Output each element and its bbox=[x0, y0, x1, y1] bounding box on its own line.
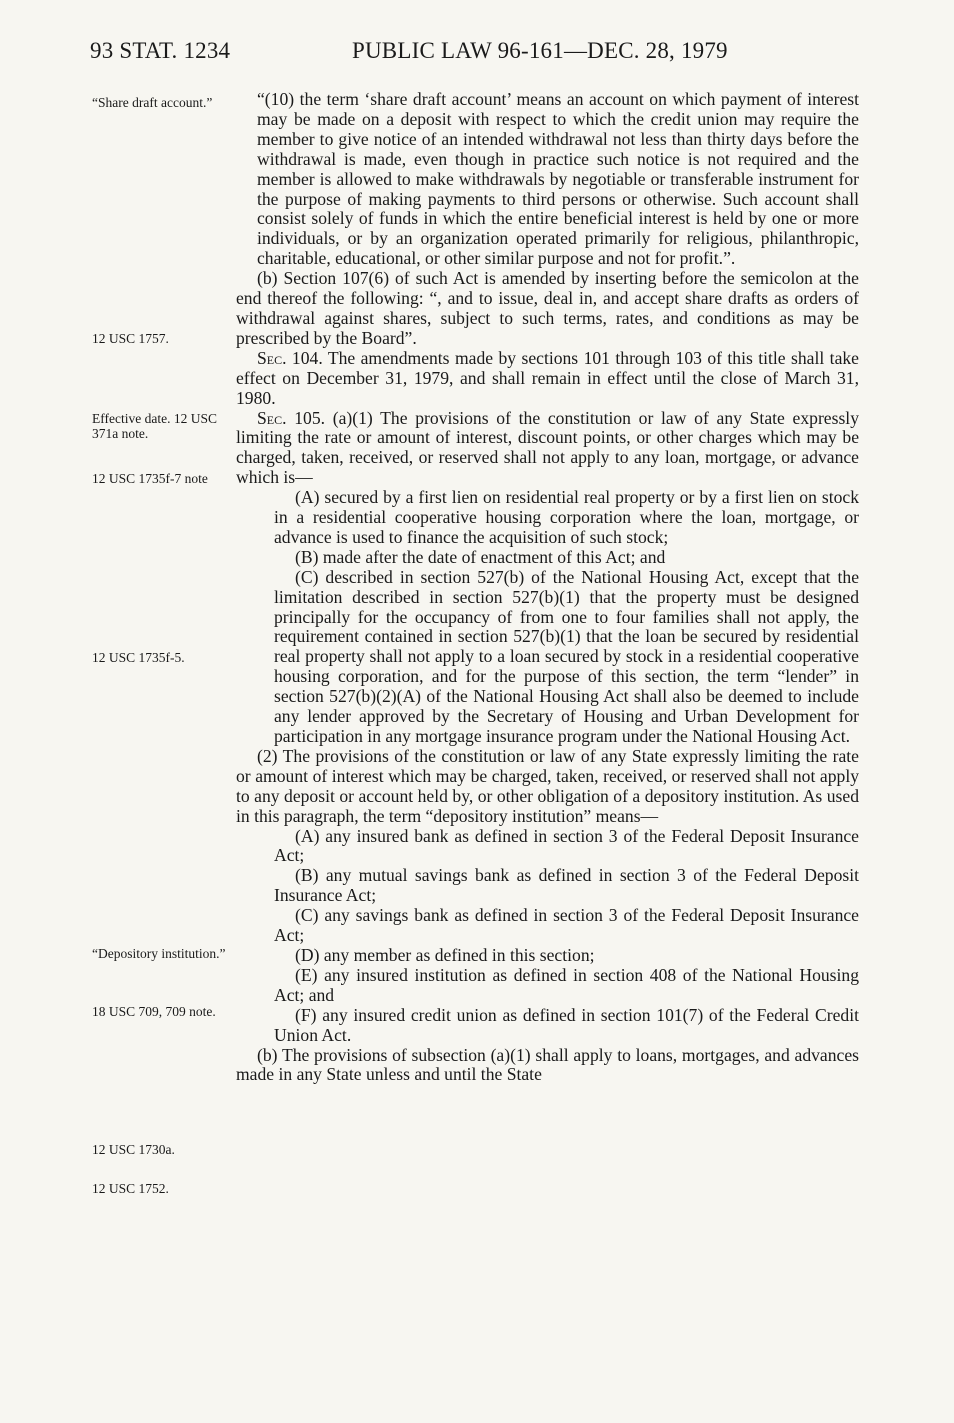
paragraph-section-107: (b) Section 107(6) of such Act is amended by inserting before the semicolon at the end thereof the following: “, and to issue, deal in, and accept share drafts as orders of withdrawal against shares, subject to such terms, rates, and conditions as may be prescribed by the Board”. bbox=[236, 268, 859, 348]
paragraph-share-draft-definition: “(10) the term ‘share draft account’ means an account on which payment of interest may be made on a deposit with respect to which the credit union may require the member to give notice of an intended withdrawal not less than thirty days before the withdrawal is made, even though in practice such notice is not required and the member is allowed to make withdrawals by negotiable or transferable instrument for the purpose of making payments to third persons or otherwise. Such account shall consist solely of funds in which the entire beneficial interest is held by one or more individuals, or by an organization operated primarily for religious, philanthropic, charitable, educational, or other similar purpose and not for profit.”. bbox=[257, 89, 859, 269]
body-text bbox=[236, 90, 859, 1085]
paragraph-subsection-b: (b) The provisions of subsection (a)(1) shall apply to loans, mortgages, and advances made in any State unless and until the State bbox=[236, 1044, 859, 1085]
margin-note-12usc1730a: 12 USC 1730a. bbox=[92, 1142, 175, 1157]
definition-a: (A) any insured bank as defined in section 3 of the Federal Deposit Insurance Act; bbox=[274, 825, 859, 866]
section-text: The amendments made by sections 101 through 103 of this title shall take effect on December 31, 1979, and shall remain in effect until the close of March 31, 1980. bbox=[236, 347, 859, 408]
section-text: (a)(1) The provisions of the constitution or law of any State expressly limiting the rate or amount of interest, discount points, or other charges which may be charged, taken, received, or reserved shall not apply to any loan, mortgage, or advance which is— bbox=[236, 407, 859, 488]
margin-note-effective-date: Effective date. 12 USC 371a note. bbox=[92, 411, 217, 441]
definition-c: (C) any savings bank as defined in section 3 of the Federal Deposit Insurance Act; bbox=[274, 905, 859, 946]
section-label: Sec. 105. bbox=[257, 407, 326, 428]
clause-a: (A) secured by a first lien on residential real property or by a first lien on stock in a residential cooperative housing corporation where the loan, mortgage, or advance is used to finance the acquisition of such stock; bbox=[274, 487, 859, 547]
margin-note-12usc1735f7: 12 USC 1735f-7 note bbox=[92, 471, 208, 486]
paragraph-sec-104 bbox=[236, 349, 859, 409]
definition-b: (B) any mutual savings bank as defined in section 3 of the Federal Deposit Insurance Act; bbox=[274, 865, 859, 906]
margin-note-12usc1757: 12 USC 1757. bbox=[92, 331, 169, 346]
margin-note-depository-institution: “Depository institution.” bbox=[92, 946, 226, 961]
law-title: PUBLIC LAW 96-161—DEC. 28, 1979 bbox=[352, 38, 728, 63]
definition-d: (D) any member as defined in this section; bbox=[295, 944, 595, 965]
paragraph-2: (2) The provisions of the constitution or law of any State expressly limiting the rate or amount of interest which may be charged, taken, received, or reserved shall not apply to any deposit or account held by, or other obligation of a depository institution. As used in this paragraph, the term “depository institution” means— bbox=[236, 745, 859, 826]
clause-c: (C) described in section 527(b) of the National Housing Act, except that the limitation described in section 527(b)(1) that the property must be designed principally for the occupancy of from one to four families shall not apply, the requirement contained in section 527(b)(1) that the loan be secured by residential real property shall not apply to a loan secured by stock in a residential cooperative housing corporation, and for the purpose of this section, the term “lender” in section 527(b)(2)(A) of the National Housing Act shall also be deemed to include any lender approved by the Secretary of Housing and Urban Development for participation in any mortgage insurance program under the National Housing Act. bbox=[274, 566, 859, 746]
clause-b: (B) made after the date of enactment of this Act; and bbox=[295, 546, 666, 567]
margin-note-12usc1752: 12 USC 1752. bbox=[92, 1181, 169, 1196]
section-label: Sec. 104. bbox=[257, 347, 323, 368]
statute-citation: 93 STAT. 1234 bbox=[90, 38, 231, 63]
paragraph-sec-105 bbox=[236, 409, 859, 489]
margin-note-12usc1735f5: 12 USC 1735f-5. bbox=[92, 650, 185, 665]
definition-e: (E) any insured institution as defined in section 408 of the National Housing Act; and bbox=[274, 964, 859, 1005]
definition-f: (F) any insured credit union as defined in section 101(7) of the Federal Credit Union Act. bbox=[274, 1004, 859, 1045]
margin-note-18usc709: 18 USC 709, 709 note. bbox=[92, 1004, 216, 1019]
margin-note-share-draft: “Share draft account.” bbox=[92, 95, 213, 110]
